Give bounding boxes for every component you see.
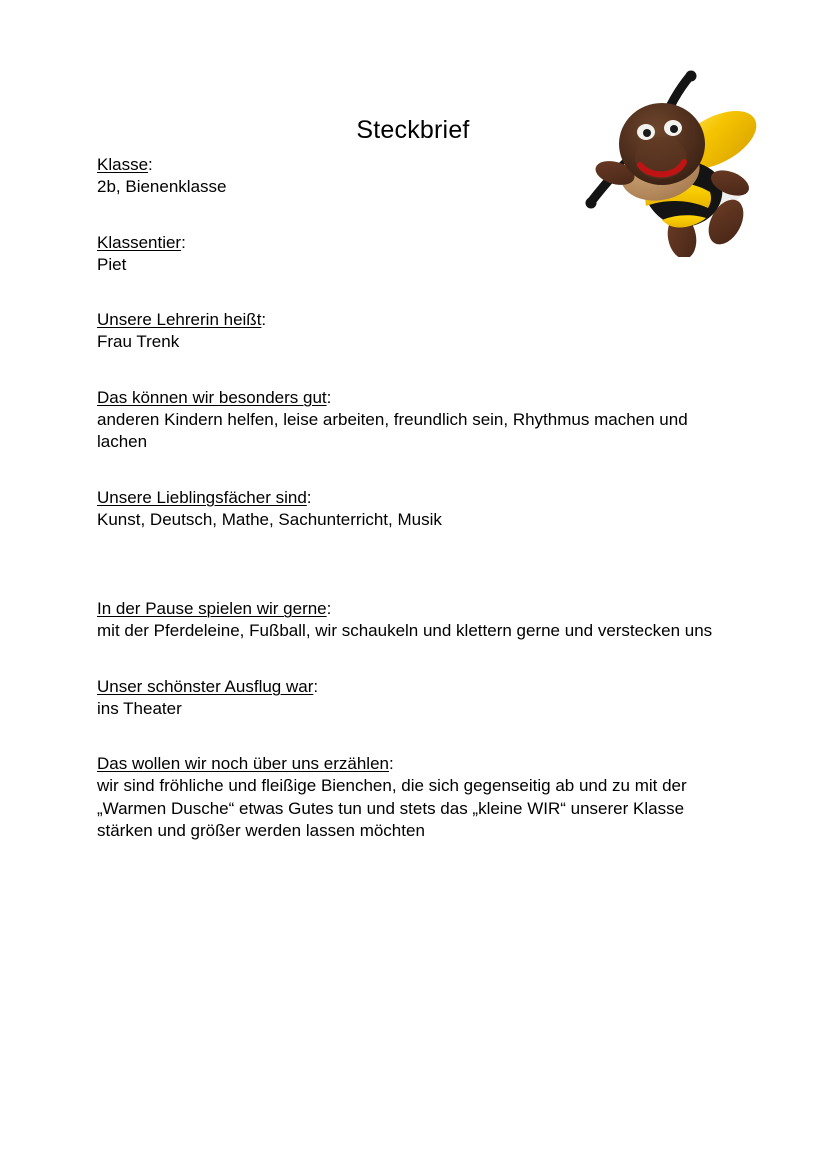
section-value-lieblingsfaecher: Kunst, Deutsch, Mathe, Sachunterricht, Musik [97, 509, 442, 529]
section-value-erzaehlen: wir sind fröhliche und fleißige Bienchen, die sich gegenseitig ab und zu mit der „Warmen Dusche“ etwas Gutes tun und stets das „kleine WIR“ unserer Klasse stärken und größer werden lassen möchten [97, 776, 687, 840]
section-label-klasse [97, 154, 737, 176]
section-value-koennen-wir-gut: anderen Kindern helfen, leise arbeiten, freundlich sein, Rhythmus machen und lachen [97, 409, 688, 451]
section-erzaehlen [97, 753, 737, 843]
section-klassentier [97, 232, 737, 277]
section-value-ausflug: ins Theater [97, 698, 182, 718]
eye-left-icon [637, 124, 655, 140]
section-koennen-wir-gut [97, 387, 737, 454]
label-text: In der Pause spielen wir gerne [97, 599, 327, 618]
section-value-lehrerin: Frau Trenk [97, 332, 180, 351]
section-value-pause: mit der Pferdeleine, Fußball, wir schaukeln und klettern gerne und verstecken uns [97, 621, 713, 640]
section-label-erzaehlen [97, 753, 737, 775]
label-text: Unsere Lehrerin heißt [97, 310, 262, 329]
section-label-lieblingsfaecher [97, 487, 737, 509]
section-label-ausflug [97, 676, 737, 698]
section-klasse [97, 154, 737, 199]
section-label-klassentier [97, 232, 737, 254]
label-colon: : [306, 487, 312, 507]
eye-right-icon [664, 120, 682, 136]
label-text: Das wollen wir noch über uns erzählen [97, 754, 389, 773]
label-text: Klassentier [97, 232, 182, 252]
section-label-pause [97, 598, 737, 620]
section-lieblingsfaecher [97, 487, 737, 532]
section-label-lehrerin [97, 309, 737, 331]
label-colon: : [148, 155, 153, 174]
section-label-koennen-wir-gut [97, 387, 737, 409]
label-colon: : [261, 310, 267, 329]
label-colon: : [326, 387, 332, 407]
label-text: Klasse [97, 155, 149, 174]
label-text: Unsere Lieblingsfächer sind [97, 487, 307, 507]
label-colon: : [389, 754, 394, 773]
label-colon: : [313, 676, 319, 696]
label-text: Unser schönster Ausflug war [97, 676, 314, 696]
label-colon: : [326, 599, 332, 618]
section-value-klasse: 2b, Bienenklasse [97, 177, 227, 196]
label-text: Das können wir besonders gut [97, 387, 327, 407]
steckbrief-content [97, 154, 737, 876]
section-pause [97, 598, 737, 643]
section-ausflug [97, 676, 737, 721]
page-title: Steckbrief [356, 115, 470, 144]
label-colon: : [181, 232, 186, 252]
section-lehrerin [97, 309, 737, 354]
section-value-klassentier: Piet [97, 254, 127, 274]
